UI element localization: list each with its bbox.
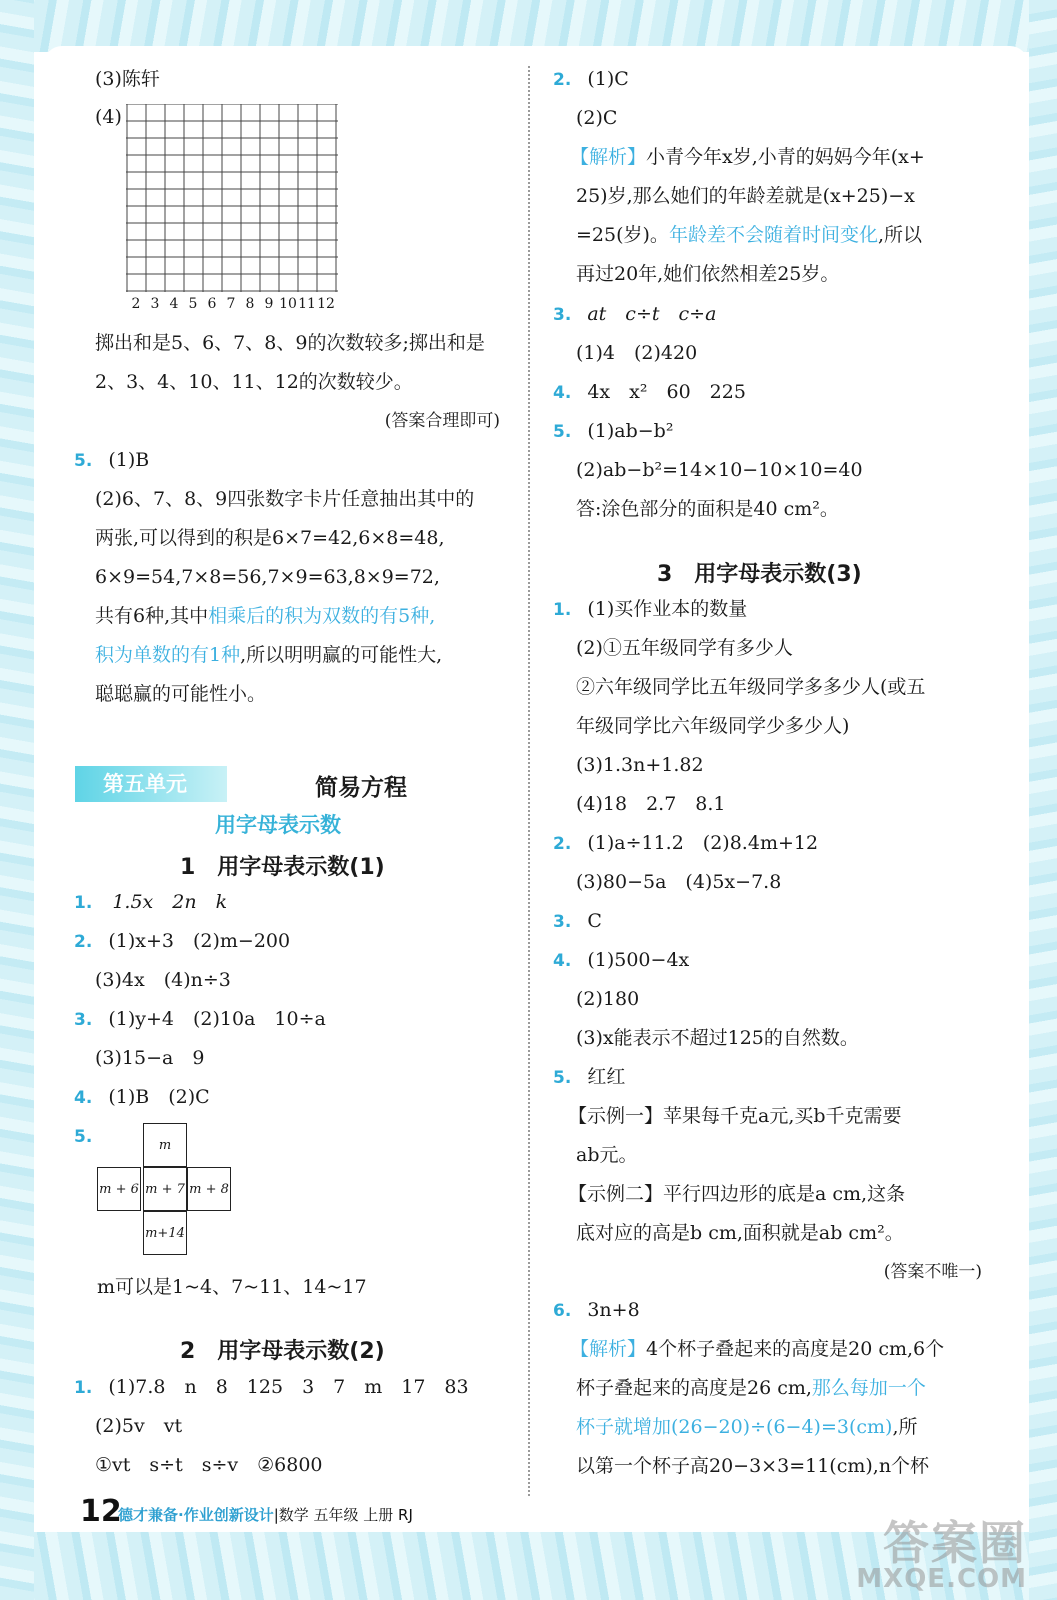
r5-b: (2)ab−b²=14×10−10×10=40 (576, 459, 863, 481)
s5-c: ab元。 (576, 1144, 638, 1166)
s4-b: (2)180 (576, 988, 640, 1010)
r5-row (553, 420, 673, 443)
s1-f: (4)18 2.7 8.1 (576, 793, 726, 815)
grid-label: 10 (279, 296, 297, 312)
r3-a: at c÷t c÷a (587, 303, 717, 325)
left-note: (答案合理即可) (384, 411, 500, 431)
s5-row (553, 1066, 625, 1089)
s4-number: 4. (553, 951, 572, 971)
q5-f-post: ,所以明明赢的可能性大, (240, 644, 443, 666)
column-divider (528, 66, 530, 1496)
brand-name: 德才兼备·作业创新设计 (118, 1506, 274, 1524)
s6-b-text: 4个杯子叠起来的高度是20 cm,6个 (646, 1338, 945, 1360)
s1-b: (2)①五年级同学有多少人 (576, 637, 793, 659)
q5-d: 6×9=54,7×8=56,7×9=63,8×9=72, (95, 566, 440, 588)
grid-label: 3 (150, 296, 160, 312)
s5-e: 底对应的高是b cm,面积就是ab cm²。 (576, 1222, 904, 1244)
s6-analysis-tag: 【解析】 (570, 1338, 647, 1360)
b1-answer-b: (2)5v vt (95, 1415, 183, 1437)
a5-row (74, 1125, 92, 1148)
grid-label: 6 (207, 296, 217, 312)
s1-e: (3)1.3n+1.82 (576, 754, 704, 776)
a5-number: 5. (74, 1127, 93, 1147)
s1-row (553, 598, 747, 621)
cross-cell-left: m + 6 (97, 1167, 141, 1211)
a1-number: 1. (74, 893, 93, 913)
q5-number: 5. (74, 451, 93, 471)
s6-c-pre: 杯子叠起来的高度是26 cm, (576, 1377, 812, 1399)
page-number: 12 (80, 1494, 122, 1529)
r5-number: 5. (553, 422, 572, 442)
s5-d: 【示例二】平行四边形的底是a cm,这条 (568, 1183, 906, 1205)
unit-badge: 第五单元 (75, 766, 227, 802)
a1-answer: 1.5x 2n k (112, 891, 228, 913)
r2-e-highlight: 年龄差不会随着时间变化 (668, 224, 878, 246)
frame-right (1029, 0, 1057, 1600)
grid-label: 2 (131, 296, 141, 312)
q5-e-pre: 共有6种,其中 (95, 605, 209, 627)
a4-number: 4. (74, 1088, 93, 1108)
lesson-3-title: 3 用字母表示数(3) (657, 562, 862, 587)
r2-analysis-tag: 【解析】 (570, 146, 647, 168)
grid-label: 11 (298, 296, 316, 312)
s6-d-highlight: 杯子就增加(26−20)÷(6−4)=3(cm) (576, 1416, 893, 1438)
grid-label: 5 (188, 296, 198, 312)
r2-e-post: ,所以 (877, 224, 922, 246)
r2-a: (1)C (587, 68, 629, 90)
q5-b: (2)6、7、8、9四张数字卡片任意抽出其中的 (95, 488, 475, 510)
a2-answer-a: (1)x+3 (2)m−200 (108, 930, 291, 952)
a3-answer-b: (3)15−a 9 (95, 1047, 205, 1069)
lesson-2-title: 2 用字母表示数(2) (180, 1339, 385, 1364)
r2-e-pre: =25(岁)。 (576, 224, 669, 246)
b1-answer-a: (1)7.8 n 8 125 3 7 m 17 83 (108, 1376, 469, 1398)
q5-c: 两张,可以得到的积是6×7=42,6×8=48, (95, 527, 445, 549)
q5-a: (1)B (108, 449, 150, 471)
s6-d (576, 1416, 917, 1438)
s6-a: 3n+8 (587, 1299, 640, 1321)
a3-number: 3. (74, 1010, 93, 1030)
a2-answer-b: (3)4x (4)n÷3 (95, 969, 231, 991)
s6-e: 以第一个杯子高20−3×3=11(cm),n个杯 (576, 1455, 930, 1477)
r3-b: (1)4 (2)420 (576, 342, 698, 364)
a2-row (74, 930, 290, 953)
s1-number: 1. (553, 600, 572, 620)
s5-number: 5. (553, 1068, 572, 1088)
r2-f: 再过20年,她们依然相差25岁。 (576, 263, 840, 285)
a2-number: 2. (74, 932, 93, 952)
grid-label: 4 (169, 296, 179, 312)
left-line-1: (3)陈轩 (95, 68, 160, 90)
s6-row (553, 1299, 640, 1322)
section-title: 用字母表示数 (215, 813, 341, 837)
grid-prefix: (4) (95, 106, 122, 128)
dice-grid-svg (126, 104, 338, 292)
s5-b: 【示例一】苹果每千克a元,买b千克需要 (568, 1105, 902, 1127)
grid-axis-labels (126, 296, 338, 316)
cross-cell-bottom: m+14 (143, 1211, 187, 1255)
b1-number: 1. (74, 1378, 93, 1398)
s1-d: 年级同学比六年级同学少多少人) (576, 715, 850, 737)
grid-label: 8 (245, 296, 255, 312)
r3-number: 3. (553, 305, 572, 325)
watermark-logo (856, 1516, 1027, 1594)
s4-row (553, 949, 689, 972)
unit-title: 简易方程 (315, 775, 407, 801)
r3-row (553, 303, 716, 326)
s6-b (570, 1338, 944, 1360)
a1-row (74, 891, 227, 914)
s2-b: (3)80−5a (4)5x−7.8 (576, 871, 782, 893)
frame-top (0, 0, 1057, 52)
s6-d-post: ,所 (892, 1416, 918, 1438)
r2-c (570, 146, 925, 168)
left-line-4: 2、3、4、10、11、12的次数较少。 (95, 371, 413, 393)
cross-cell-center: m + 7 (143, 1167, 187, 1211)
b1-answer-c: ①vt s÷t s÷v ②6800 (95, 1454, 323, 1476)
grid-label: 12 (317, 296, 335, 312)
q5-row (74, 449, 149, 472)
s4-a: (1)500−4x (587, 949, 690, 971)
r2-e (576, 224, 922, 246)
lesson-1-title: 1 用字母表示数(1) (180, 855, 385, 880)
r5-c: 答:涂色部分的面积是40 cm²。 (576, 498, 839, 520)
s1-c: ②六年级同学比五年级同学多多少人(或五 (576, 676, 926, 698)
left-line-3: 掷出和是5、6、7、8、9的次数较多;掷出和是 (95, 332, 485, 354)
s3-number: 3. (553, 912, 572, 932)
footer-brand (118, 1504, 413, 1525)
s6-number: 6. (553, 1301, 572, 1321)
r4-row (553, 381, 746, 404)
s5-a: 红红 (587, 1066, 626, 1088)
a4-answer: (1)B (2)C (108, 1086, 210, 1108)
s2-row (553, 832, 818, 855)
s4-c: (3)x能表示不超过125的自然数。 (576, 1027, 859, 1049)
frame-left (0, 0, 34, 1600)
s6-c (576, 1377, 926, 1399)
r2-b: (2)C (576, 107, 618, 129)
watermark-url: MXQE.COM (856, 1564, 1027, 1594)
r5-a: (1)ab−b² (587, 420, 674, 442)
s1-a: (1)买作业本的数量 (587, 598, 748, 620)
q5-f (95, 644, 442, 666)
r4-number: 4. (553, 383, 572, 403)
q5-e (95, 605, 435, 627)
dice-grid (126, 104, 338, 296)
book-info: |数学 五年级 上册 RJ (273, 1506, 413, 1524)
a4-row (74, 1086, 210, 1109)
r2-number: 2. (553, 70, 572, 90)
grid-label: 7 (226, 296, 236, 312)
s5-note: (答案不唯一) (883, 1262, 982, 1282)
s2-number: 2. (553, 834, 572, 854)
s3-answer: C (587, 910, 602, 932)
r2-d: 25)岁,那么她们的年龄差就是(x+25)−x (576, 185, 915, 207)
q5-e-highlight: 相乘后的积为双数的有5种, (208, 605, 436, 627)
cross-cell-top: m (143, 1123, 187, 1167)
r2-row (553, 68, 629, 91)
watermark-text: 答案圈 (883, 1516, 1027, 1570)
a5-answer: m可以是1~4、7~11、14~17 (97, 1276, 367, 1298)
s2-a: (1)a÷11.2 (2)8.4m+12 (587, 832, 819, 854)
b1-row (74, 1376, 469, 1399)
s6-c-highlight: 那么每加一个 (811, 1377, 926, 1399)
r4-answer: 4x x² 60 225 (587, 381, 746, 403)
q5-f-highlight: 积为单数的有1种 (95, 644, 241, 666)
a3-row (74, 1008, 326, 1031)
r2-c-text: 小青今年x岁,小青的妈妈今年(x+ (646, 146, 925, 168)
q5-g: 聪聪赢的可能性小。 (95, 683, 267, 705)
grid-label: 9 (264, 296, 274, 312)
s3-row (553, 910, 602, 933)
a3-answer-a: (1)y+4 (2)10a 10÷a (108, 1008, 326, 1030)
cross-cell-right: m + 8 (187, 1167, 231, 1211)
